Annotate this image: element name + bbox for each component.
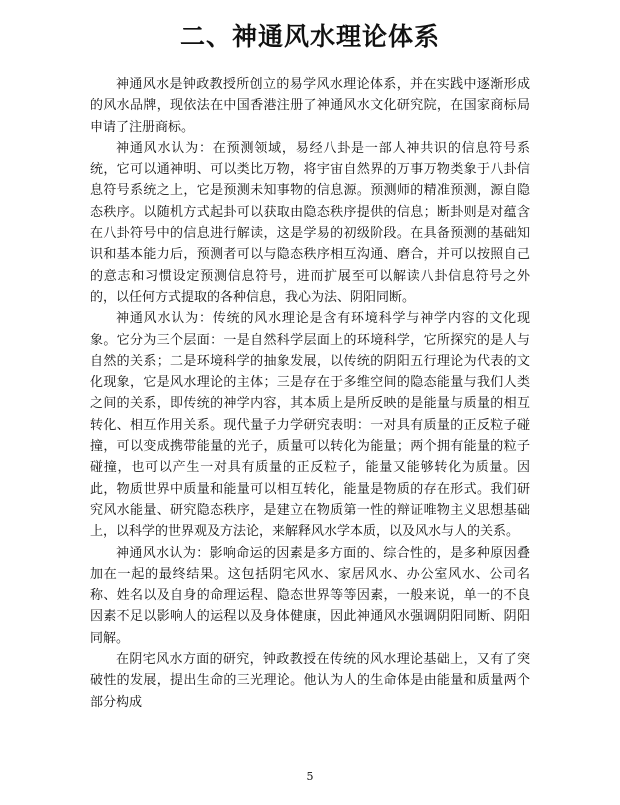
paragraph-5: 在阴宅风水方面的研究，钟政教授在传统的风水理论基础上，又有了突破性的发展，提出生命的三光理论。他认为人的生命体是由能量和质量两个部分构成 bbox=[90, 652, 530, 710]
paragraph-4: 神通风水认为：影响命运的因素是多方面的、综合性的，是多种原因叠加在一起的最终结果。这包括阴宅风水、家居风水、办公室风水、公司名称、姓名以及自身的命理运程、隐态世界等等因素，一般来说，单一的不良因素不足以影响人的运程以及身体健康，因此神通风水强调阴阳同断、阴阳同解。 bbox=[90, 545, 530, 646]
page-number: 5 bbox=[306, 770, 314, 783]
paragraph-1: 神通风水是钟政教授所创立的易学风水理论体系，并在实践中逐渐形成的风水品牌，现依法在中国香港注册了神通风水文化研究院，在国家商标局申请了注册商标。 bbox=[90, 77, 530, 135]
section-title: 二、神通风水理论体系 bbox=[179, 22, 440, 51]
paragraph-3: 神通风水认为：传统的风水理论是含有环境科学与神学内容的文化现象。它分为三个层面：一是自然科学层面上的环境科学，它所探究的是人与自然的关系；二是环境科学的抽象发展，以传统的阴阳五行理论为代表的文化现象，它是风水理论的主体；三是存在于多维空间的隐态能量与我们人类之间的关系，即传统的神学内容，其本质上是所反映的是能量与质量的相互转化、相互作用关系。现代量子力学研究表明：一对具有质量的正反粒子碰撞，可以变成携带能量的光子，质量可以转化为能量；两个拥有能量的粒子碰撞，也可以产生一对具有质量的正反粒子，能量又能够转化为质量。因此，物质世界中质量和能量可以相互转化，能量是物质的存在形式。我们研究风水能量、研究隐态秩序，是建立在物质第一性的辩证唯物主义思想基础上，以科学的世界观及方法论，来解释风水学本质，以及风水与人的关系。 bbox=[90, 311, 530, 540]
body-text bbox=[90, 74, 530, 713]
paragraph-2: 神通风水认为：在预测领域，易经八卦是一部人神共识的信息符号系统，它可以通神明、可以类比万物，将宇宙自然界的万事万物类象于八卦信息符号系统之上，它是预测未知事物的信息源。预测师的精准预测，源自隐态秩序。以随机方式起卦可以获取由隐态秩序提供的信息；断卦则是对蕴含在八卦符号中的信息进行解读，这是学易的初级阶段。在具备预测的基础知识和基本能力后，预测者可以与隐态秩序相互沟通、磨合，并可以按照自己的意志和习惯设定预测信息符号，进而扩展至可以解读八卦信息符号之外的，以任何方式提取的各种信息，我心为法、阴阳同断。 bbox=[90, 140, 530, 305]
